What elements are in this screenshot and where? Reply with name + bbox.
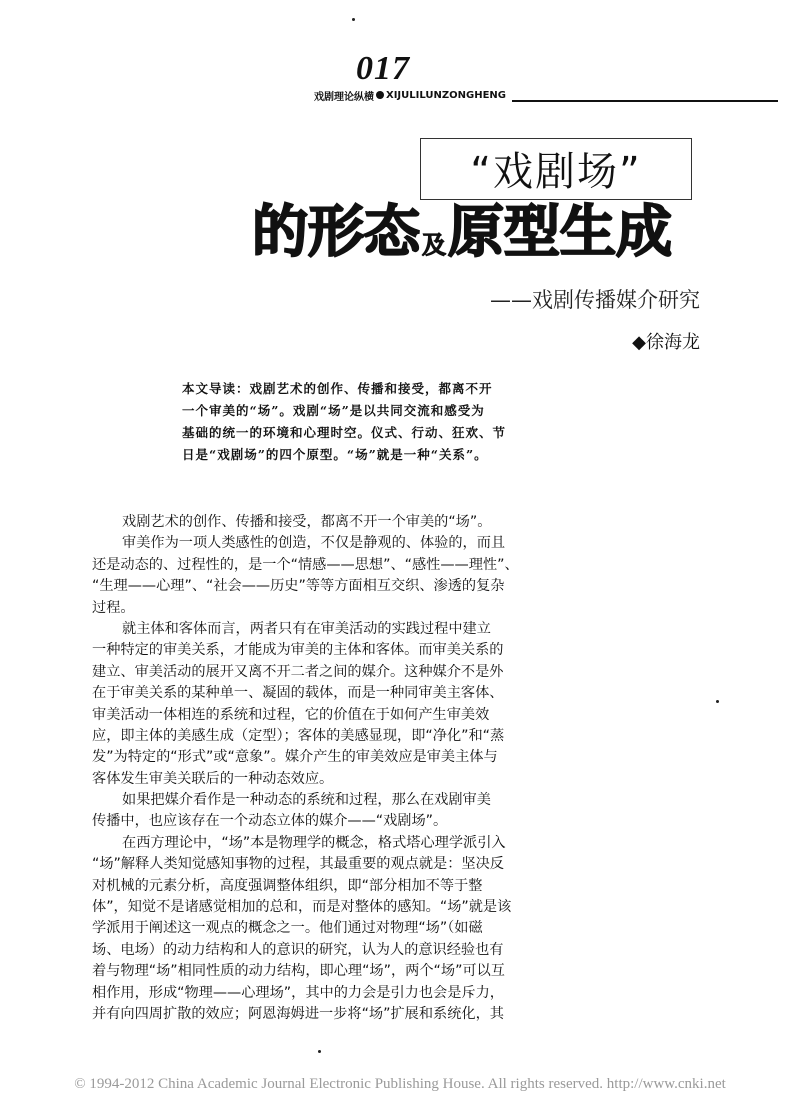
body-line: 如果把媒介看作是一种动态的系统和过程，那么在戏剧审美 xyxy=(122,792,491,809)
body-line: 还是动态的、过程性的，是一个“情感——思想”、“感性——理性”、 xyxy=(92,556,519,573)
body-line: 在西方理论中，“场”本是物理学的概念，格式塔心理学派引入 xyxy=(122,834,506,851)
body-line: 审美活动一体相连的系统和过程，它的价值在于如何产生审美效 xyxy=(92,706,490,723)
scan-speck xyxy=(716,700,719,703)
copyright-footer: © 1994-2012 China Academic Journal Electronic Publishing House. All rights reserved. http://www.cnki.net xyxy=(74,1076,726,1092)
body-line: 发”为特定的“形式”或“意象”。媒介产生的审美效应是审美主体与 xyxy=(92,749,498,766)
body-line: “场”解释人类知觉感知事物的过程，其最重要的观点就是：坚决反 xyxy=(92,856,504,873)
header-rule xyxy=(512,100,778,102)
body-line: 审美作为一项人类感性的创造，不仅是静观的、体验的，而且 xyxy=(122,535,506,552)
body-line: 客体发生审美关联后的一种动态效应。 xyxy=(92,770,334,787)
title-line-2 xyxy=(252,196,702,268)
body-line: 应，即主体的美感生成（定型）；客体的美感显现，即“净化”和“蒸 xyxy=(92,727,505,744)
abstract xyxy=(182,378,544,466)
scan-speck xyxy=(318,1050,321,1053)
body-line: 场、电场）的动力结构和人的意识的研究，认为人的意识经验也有 xyxy=(92,941,504,958)
body-line: 相作用，形成“物理——心理场”，其中的力会是引力也会是斥力， xyxy=(92,984,504,1001)
abstract-line: 日是“戏剧场”的四个原型。“场”就是一种“关系”。 xyxy=(182,447,488,462)
abstract-line: 基础的统一的环境和心理时空。仪式、行动、狂欢、节 xyxy=(182,425,507,440)
body-line: 并有向四周扩散的效应；阿恩海姆进一步将“场”扩展和系统化，其 xyxy=(92,1005,504,1022)
title-connector: 及 xyxy=(422,231,446,259)
body-line: 学派用于阐述这一观点的概念之一。他们通过对物理“场”（如磁 xyxy=(92,920,483,937)
bullet-dot-icon xyxy=(376,91,384,99)
abstract-line: 本文导读：戏剧艺术的创作、传播和接受，都离不开 xyxy=(182,381,493,396)
body-line: 就主体和客体而言，两者只有在审美活动的实践过程中建立 xyxy=(122,620,491,637)
body-line: 传播中，也应该存在一个动态立体的媒介——“戏剧场”。 xyxy=(92,813,448,830)
title-line-1: “戏剧场” xyxy=(470,149,642,195)
body-line: 过程。 xyxy=(92,599,135,616)
body-text xyxy=(92,512,712,1025)
author: ◆徐海龙 xyxy=(632,332,700,353)
title-line-2-part-2: 原型生成 xyxy=(448,200,672,265)
body-line: 一种特定的审美关系，才能成为审美的主体和客体。而审美关系的 xyxy=(92,642,504,659)
body-line: 在于审美关系的某种单一、凝固的载体，而是一种同审美主客体、 xyxy=(92,685,504,702)
title-line-2-part-1: 的形态 xyxy=(252,200,420,265)
scan-speck xyxy=(352,18,355,21)
column-header xyxy=(314,88,534,102)
abstract-line: 一个审美的“场”。戏剧“场”是以共同交流和感受为 xyxy=(182,403,485,418)
body-line: 建立、审美活动的展开又离不开二者之间的媒介。这种媒介不是外 xyxy=(92,663,504,680)
body-line: 体”，知觉不是诸感觉相加的总和，而是对整体的感知。“场”就是该 xyxy=(92,899,512,916)
page-number: 017 xyxy=(356,50,410,87)
column-name-pinyin: XIJULILUNZONGHENG xyxy=(386,89,506,101)
column-name-cn: 戏剧理论纵横 xyxy=(314,91,374,103)
body-line: 戏剧艺术的创作、传播和接受，都离不开一个审美的“场”。 xyxy=(122,514,492,530)
body-line: 着与物理“场”相同性质的动力结构，即心理“场”，两个“场”可以互 xyxy=(92,963,505,980)
body-line: “生理——心理”、“社会——历史”等等方面相互交织、渗透的复杂 xyxy=(92,578,505,595)
body-line: 对机械的元素分析，高度强调整体组织，即“部分相加不等于整 xyxy=(92,877,483,894)
subtitle: ——戏剧传播媒介研究 xyxy=(490,288,700,312)
